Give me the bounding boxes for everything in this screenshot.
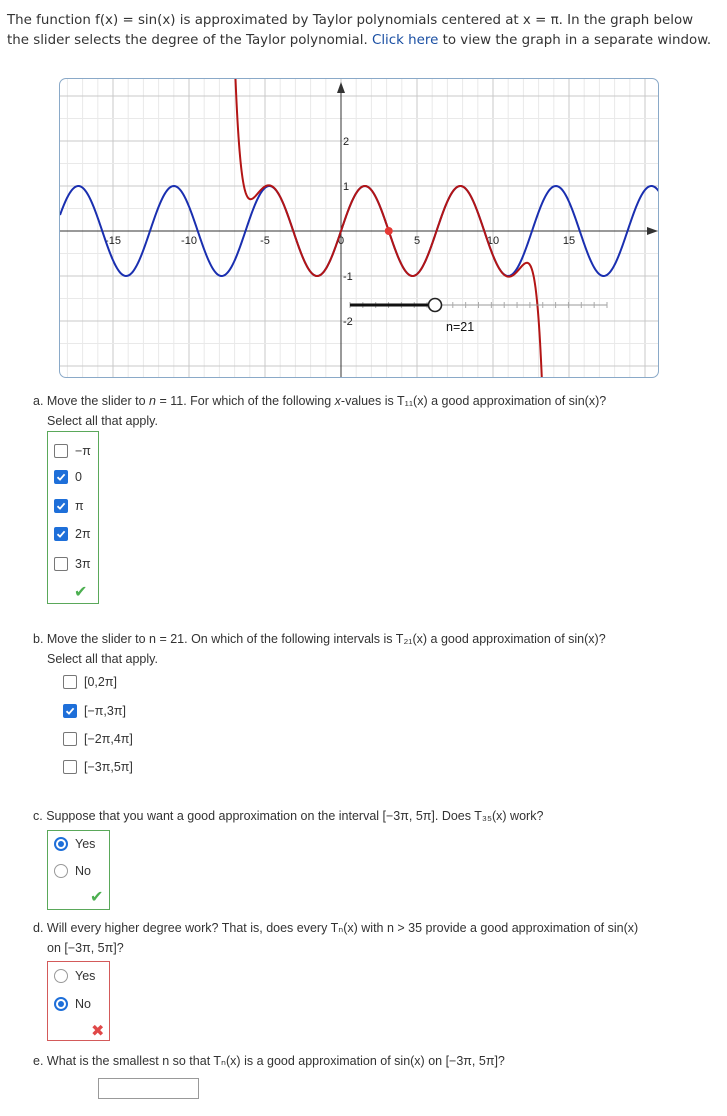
x-tick-label: -5 <box>260 235 270 247</box>
checkbox-checked[interactable] <box>54 499 68 513</box>
center-point <box>385 227 393 235</box>
question-b-prompt: b. Move the slider to n = 21. On which of the following intervals is T₂₁(x) a good approximation of sin(x)? <box>33 632 606 646</box>
incorrect-x-icon: ✖ <box>91 1021 105 1040</box>
checkbox-checked[interactable] <box>54 527 68 541</box>
intro-text: The function f(x) = sin(x) is approximated by Taylor polynomials centered at x = π. In the graph below the slider selects the degree of the Taylor polynomial. Click here to view the graph in a separate window. <box>7 13 712 48</box>
checkbox[interactable] <box>54 557 68 571</box>
checkbox[interactable] <box>63 760 77 774</box>
x-axis-arrow-icon <box>647 227 658 235</box>
question-a-instruction: Select all that apply. <box>47 414 158 428</box>
radio[interactable] <box>54 969 68 983</box>
answer-box-a <box>47 431 99 604</box>
option-a-two-pi[interactable]: 2π <box>54 524 91 544</box>
graph-panel[interactable] <box>59 78 659 378</box>
question-e <box>33 1051 713 1071</box>
y-tick-label: -2 <box>343 316 353 328</box>
option-c-no[interactable]: No <box>54 861 91 881</box>
option-b-neg2pi-4pi[interactable]: [−2π,4π] <box>63 729 133 749</box>
option-d-no[interactable]: No <box>54 994 91 1014</box>
option-a-neg-pi[interactable]: −π <box>54 441 91 461</box>
option-d-yes[interactable]: Yes <box>54 966 95 986</box>
question-d-prompt-line2: on [−3π, 5π]? <box>47 941 124 955</box>
y-axis-arrow-icon <box>337 82 345 93</box>
answer-input-e[interactable] <box>98 1078 199 1099</box>
taylor-graph[interactable] <box>60 79 659 378</box>
checkbox[interactable] <box>63 732 77 746</box>
x-tick-label: 5 <box>413 235 421 247</box>
y-tick-label: 2 <box>343 136 350 148</box>
x-tick-label: 0 <box>337 235 345 247</box>
option-a-pi[interactable]: π <box>54 496 84 516</box>
x-tick-label: -10 <box>181 235 197 247</box>
x-tick-label: -15 <box>105 235 121 247</box>
question-b-instruction: Select all that apply. <box>47 652 158 666</box>
radio-selected[interactable] <box>54 997 68 1011</box>
answer-box-c <box>47 830 110 910</box>
option-c-yes[interactable]: Yes <box>54 834 95 854</box>
y-tick-label: -1 <box>343 271 353 283</box>
correct-check-icon: ✔ <box>90 887 104 906</box>
checkbox-checked[interactable] <box>63 704 77 718</box>
open-graph-link[interactable]: Click here <box>371 33 439 48</box>
question-b <box>33 629 713 669</box>
correct-check-icon: ✔ <box>74 582 88 601</box>
checkbox[interactable] <box>63 675 77 689</box>
question-c <box>33 806 713 826</box>
question-e-prompt: e. What is the smallest n so that Tₙ(x) is a good approximation of sin(x) on [−3π, 5π]? <box>33 1054 505 1068</box>
radio-selected[interactable] <box>54 837 68 851</box>
answer-group-b <box>63 672 263 782</box>
x-tick-label: 10 <box>486 235 500 247</box>
checkbox-checked[interactable] <box>54 470 68 484</box>
radio[interactable] <box>54 864 68 878</box>
option-a-three-pi[interactable]: 3π <box>54 554 91 574</box>
option-b-0-2pi[interactable]: [0,2π] <box>63 672 117 692</box>
question-d-prompt-line1: d. Will every higher degree work? That is, does every Tₙ(x) with n > 35 provide a good approximation of sin(x) <box>33 921 639 935</box>
option-b-neg3pi-5pi[interactable]: [−3π,5π] <box>63 757 133 777</box>
slider-label: n=21 <box>446 320 475 334</box>
answer-box-d <box>47 961 110 1041</box>
question-a <box>33 391 713 431</box>
option-b-negpi-3pi[interactable]: [−π,3π] <box>63 701 126 721</box>
option-a-zero[interactable]: 0 <box>54 467 82 487</box>
question-d <box>33 918 713 958</box>
question-a-prompt: a. Move the slider to n = 11. For which of the following x-values is T₁₁(x) a good approximation of sin(x)? <box>33 394 607 408</box>
y-tick-label: 1 <box>343 181 350 193</box>
checkbox[interactable] <box>54 444 68 458</box>
x-tick-label: 15 <box>562 235 576 247</box>
question-c-prompt: c. Suppose that you want a good approximation on the interval [−3π, 5π]. Does T₃₅(x) work? <box>33 809 544 823</box>
slider-handle[interactable] <box>429 299 442 312</box>
